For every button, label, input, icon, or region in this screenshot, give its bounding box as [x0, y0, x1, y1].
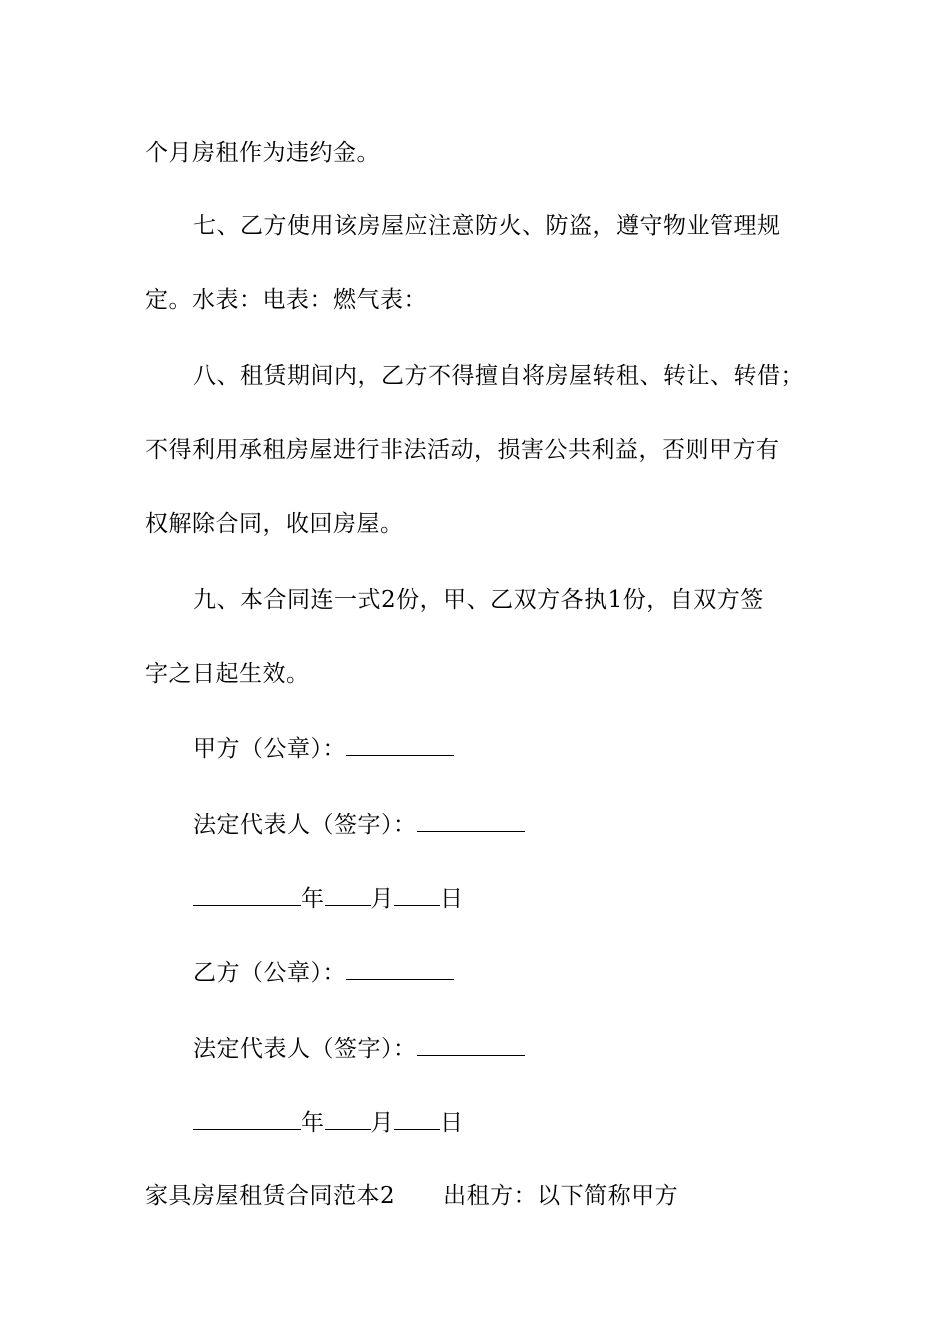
paragraph-line: 不得利用承租房屋进行非法活动，损害公共利益，否则甲方有	[145, 437, 780, 463]
paragraph-line: 八、租赁期间内，乙方不得擅自将房屋转租、转让、转借；	[193, 363, 804, 389]
month-label: 月	[370, 886, 394, 912]
paragraph-line: 个月房租作为违约金。	[145, 140, 380, 166]
party-b-date-line	[193, 1107, 464, 1138]
month-blank	[325, 883, 371, 906]
year-blank	[193, 883, 301, 906]
party-b-rep-label: 法定代表人（签字）：	[193, 1036, 417, 1062]
party-a-rep-line	[193, 809, 525, 840]
year-label: 年	[301, 1110, 325, 1136]
paragraph-line: 九、本合同连一式2份，甲、乙双方各执1份，自双方签	[193, 587, 764, 613]
day-blank	[394, 1107, 440, 1130]
party-b-rep-line	[193, 1033, 525, 1064]
party-b-label: 乙方（公章）：	[193, 960, 346, 986]
party-a-seal-line	[193, 733, 454, 764]
party-b-seal-line	[193, 957, 454, 988]
month-blank	[325, 1107, 371, 1130]
paragraph-line: 七、乙方使用该房屋应注意防火、防盗，遵守物业管理规	[193, 213, 781, 239]
paragraph-line: 权解除合同，收回房屋。	[145, 511, 404, 537]
party-a-label: 甲方（公章）：	[193, 736, 346, 762]
party-b-rep-blank	[417, 1033, 525, 1056]
party-b-blank	[346, 957, 454, 980]
party-a-blank	[346, 733, 454, 756]
day-blank	[394, 883, 440, 906]
lessor-label: 出租方：以下简称甲方	[443, 1183, 679, 1209]
day-label: 日	[440, 886, 464, 912]
month-label: 月	[370, 1110, 394, 1136]
day-label: 日	[440, 1110, 464, 1136]
party-a-rep-blank	[417, 809, 525, 832]
year-label: 年	[301, 886, 325, 912]
paragraph-line: 字之日起生效。	[145, 661, 310, 687]
next-contract-title: 家具房屋租赁合同范本2	[145, 1183, 396, 1209]
party-a-date-line	[193, 883, 464, 914]
year-blank	[193, 1107, 301, 1130]
paragraph-line: 定。水表：电表：燃气表：	[145, 287, 427, 313]
party-a-rep-label: 法定代表人（签字）：	[193, 812, 417, 838]
next-contract-heading-line	[145, 1181, 678, 1211]
